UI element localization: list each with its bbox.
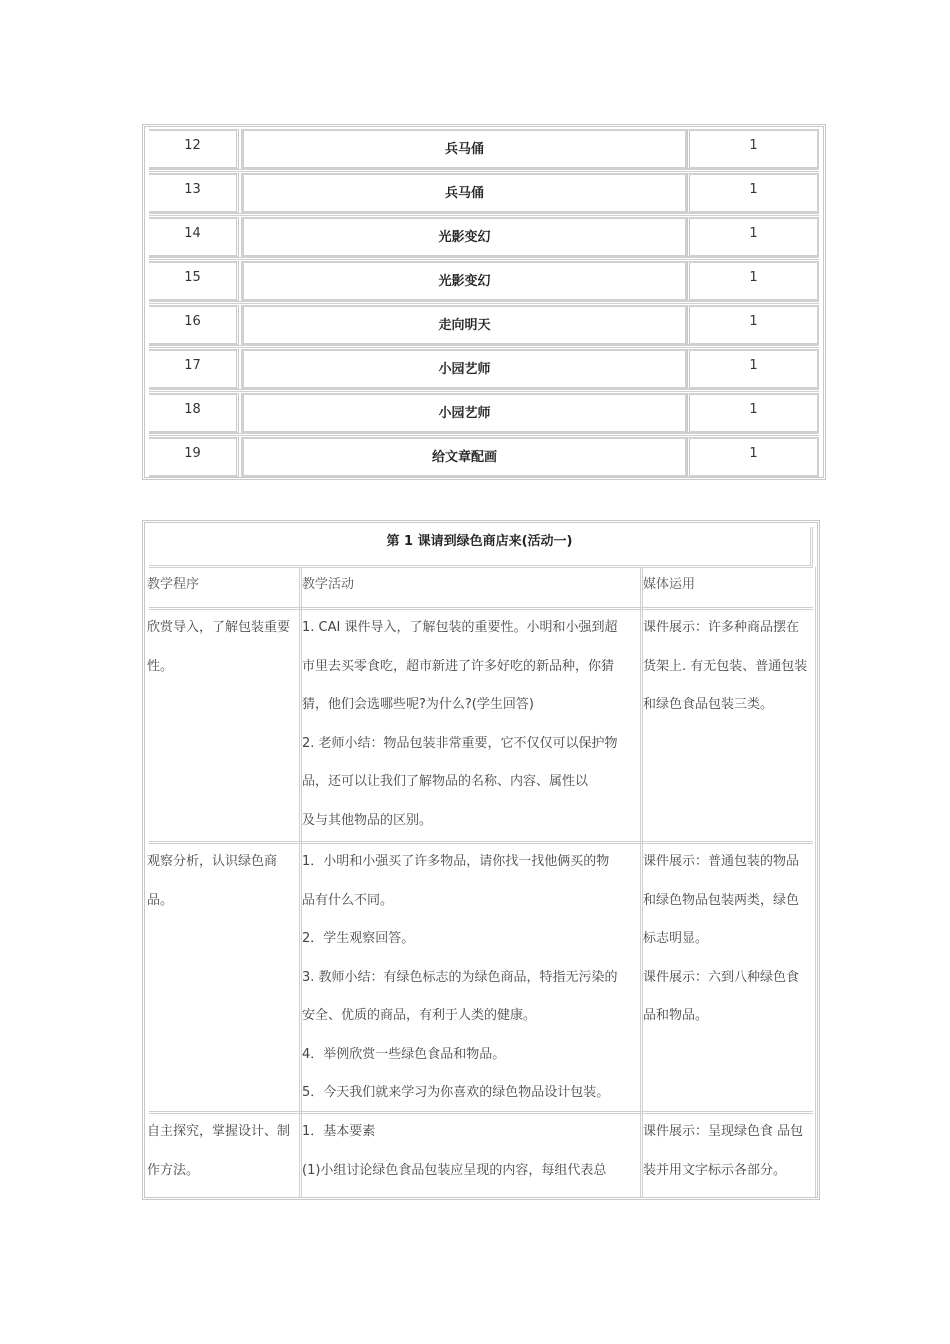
row-title: 兵马俑	[241, 173, 687, 213]
table-row	[149, 261, 819, 301]
activity-line: 安全、优质的商品，有利于人类的健康。	[302, 1008, 537, 1023]
row-number: 18	[149, 393, 239, 433]
activity-line: 2. 老师小结：物品包装非常重要，它不仅仅可以保护物	[302, 735, 618, 751]
row-hours: 1	[687, 437, 819, 477]
row-title: 给文章配画	[241, 437, 687, 477]
header-activity: 教学活动	[302, 577, 355, 592]
table-row	[149, 305, 819, 345]
row-hours: 1	[687, 393, 819, 433]
row-title: 光影变幻	[241, 261, 687, 301]
activity-line: 品，还可以让我们了解物品的名称、内容、属性以	[302, 774, 589, 789]
table-row	[149, 173, 819, 213]
column-divider	[815, 567, 820, 1197]
procedure-line: 欣赏导入，了解包装重要	[147, 620, 291, 635]
activity-line: 4．举例欣赏一些绿色食品和物品。	[302, 1046, 506, 1062]
activity-line: 1．基本要素	[302, 1124, 376, 1139]
activity-line: 3. 教师小结：有绿色标志的为绿色商品，特指无污染的	[302, 969, 618, 985]
table-row	[149, 349, 819, 389]
media-line: 和绿色食品包装三类。	[643, 697, 774, 712]
activity-line: 2．学生观察回答。	[302, 931, 415, 946]
row-title: 走向明天	[241, 305, 687, 345]
row-number: 13	[149, 173, 239, 213]
row-number: 19	[149, 437, 239, 477]
row-divider	[149, 169, 819, 175]
row-hours: 1	[687, 349, 819, 389]
row-title: 光影变幻	[241, 217, 687, 257]
media-line: 课件展示：六到八种绿色食	[643, 969, 800, 985]
row-divider	[149, 433, 819, 439]
row-number: 14	[149, 217, 239, 257]
media-line: 标志明显。	[643, 931, 709, 946]
row-number: 12	[149, 129, 239, 169]
row-hours: 1	[687, 217, 819, 257]
media-line: 货架上. 有无包装、普通包装	[643, 658, 808, 674]
table-row	[149, 217, 819, 257]
row-title: 兵马俑	[241, 129, 687, 169]
header-media: 媒体运用	[643, 577, 696, 592]
lesson-title: 第 1 课请到绿色商店来(活动一)	[149, 527, 813, 568]
row-divider	[149, 389, 819, 395]
header-procedure: 教学程序	[147, 577, 200, 592]
activity-line: 5．今天我们就来学习为你喜欢的绿色物品设计包装。	[302, 1085, 610, 1100]
activity-line: 1. CAI 课件导入，了解包装的重要性。小明和小强到超	[302, 620, 618, 635]
row-hours: 1	[687, 305, 819, 345]
row-divider	[149, 301, 819, 307]
activity-line: 市里去买零食吃，超市新进了许多好吃的新品种，你猜	[302, 658, 615, 674]
procedure-line: 品。	[147, 892, 174, 908]
table-row	[149, 393, 819, 433]
activity-line: 及与其他物品的区别。	[302, 812, 433, 828]
row-hours: 1	[687, 129, 819, 169]
media-line: 课件展示：许多种商品摆在	[643, 620, 800, 635]
row-hours: 1	[687, 261, 819, 301]
row-title: 小园艺师	[241, 393, 687, 433]
activity-line: 猜，他们会选哪些呢?为什么?(学生回答)	[302, 697, 534, 712]
row-hours: 1	[687, 173, 819, 213]
row-divider	[149, 345, 819, 351]
schedule-table	[142, 124, 826, 480]
row-number: 16	[149, 305, 239, 345]
procedure-line: 观察分析，认识绿色商	[147, 854, 278, 869]
row-divider	[149, 257, 819, 263]
procedure-line: 性。	[147, 658, 174, 674]
media-line: 和绿色物品包装两类，绿色	[643, 892, 800, 908]
activity-line: 品有什么不同。	[302, 892, 394, 908]
table-row	[149, 437, 819, 477]
row-number: 17	[149, 349, 239, 389]
activity-line: 1．小明和小强买了许多物品，请你找一找他俩买的物	[302, 854, 610, 869]
table-row	[149, 129, 819, 169]
lesson-plan-table	[142, 520, 820, 1200]
row-number: 15	[149, 261, 239, 301]
media-line: 课件展示：呈现绿色食 品包	[643, 1124, 804, 1139]
activity-line: (1)小组讨论绿色食品包装应呈现的内容，每组代表总	[302, 1162, 607, 1178]
row-divider	[149, 213, 819, 219]
row-title: 小园艺师	[241, 349, 687, 389]
media-line: 装并用文字标示各部分。	[643, 1162, 787, 1178]
procedure-line: 作方法。	[147, 1162, 200, 1178]
procedure-line: 自主探究，掌握设计、制	[147, 1124, 291, 1139]
media-line: 课件展示：普通包装的物品	[643, 854, 800, 869]
media-line: 品和物品。	[643, 1008, 709, 1023]
